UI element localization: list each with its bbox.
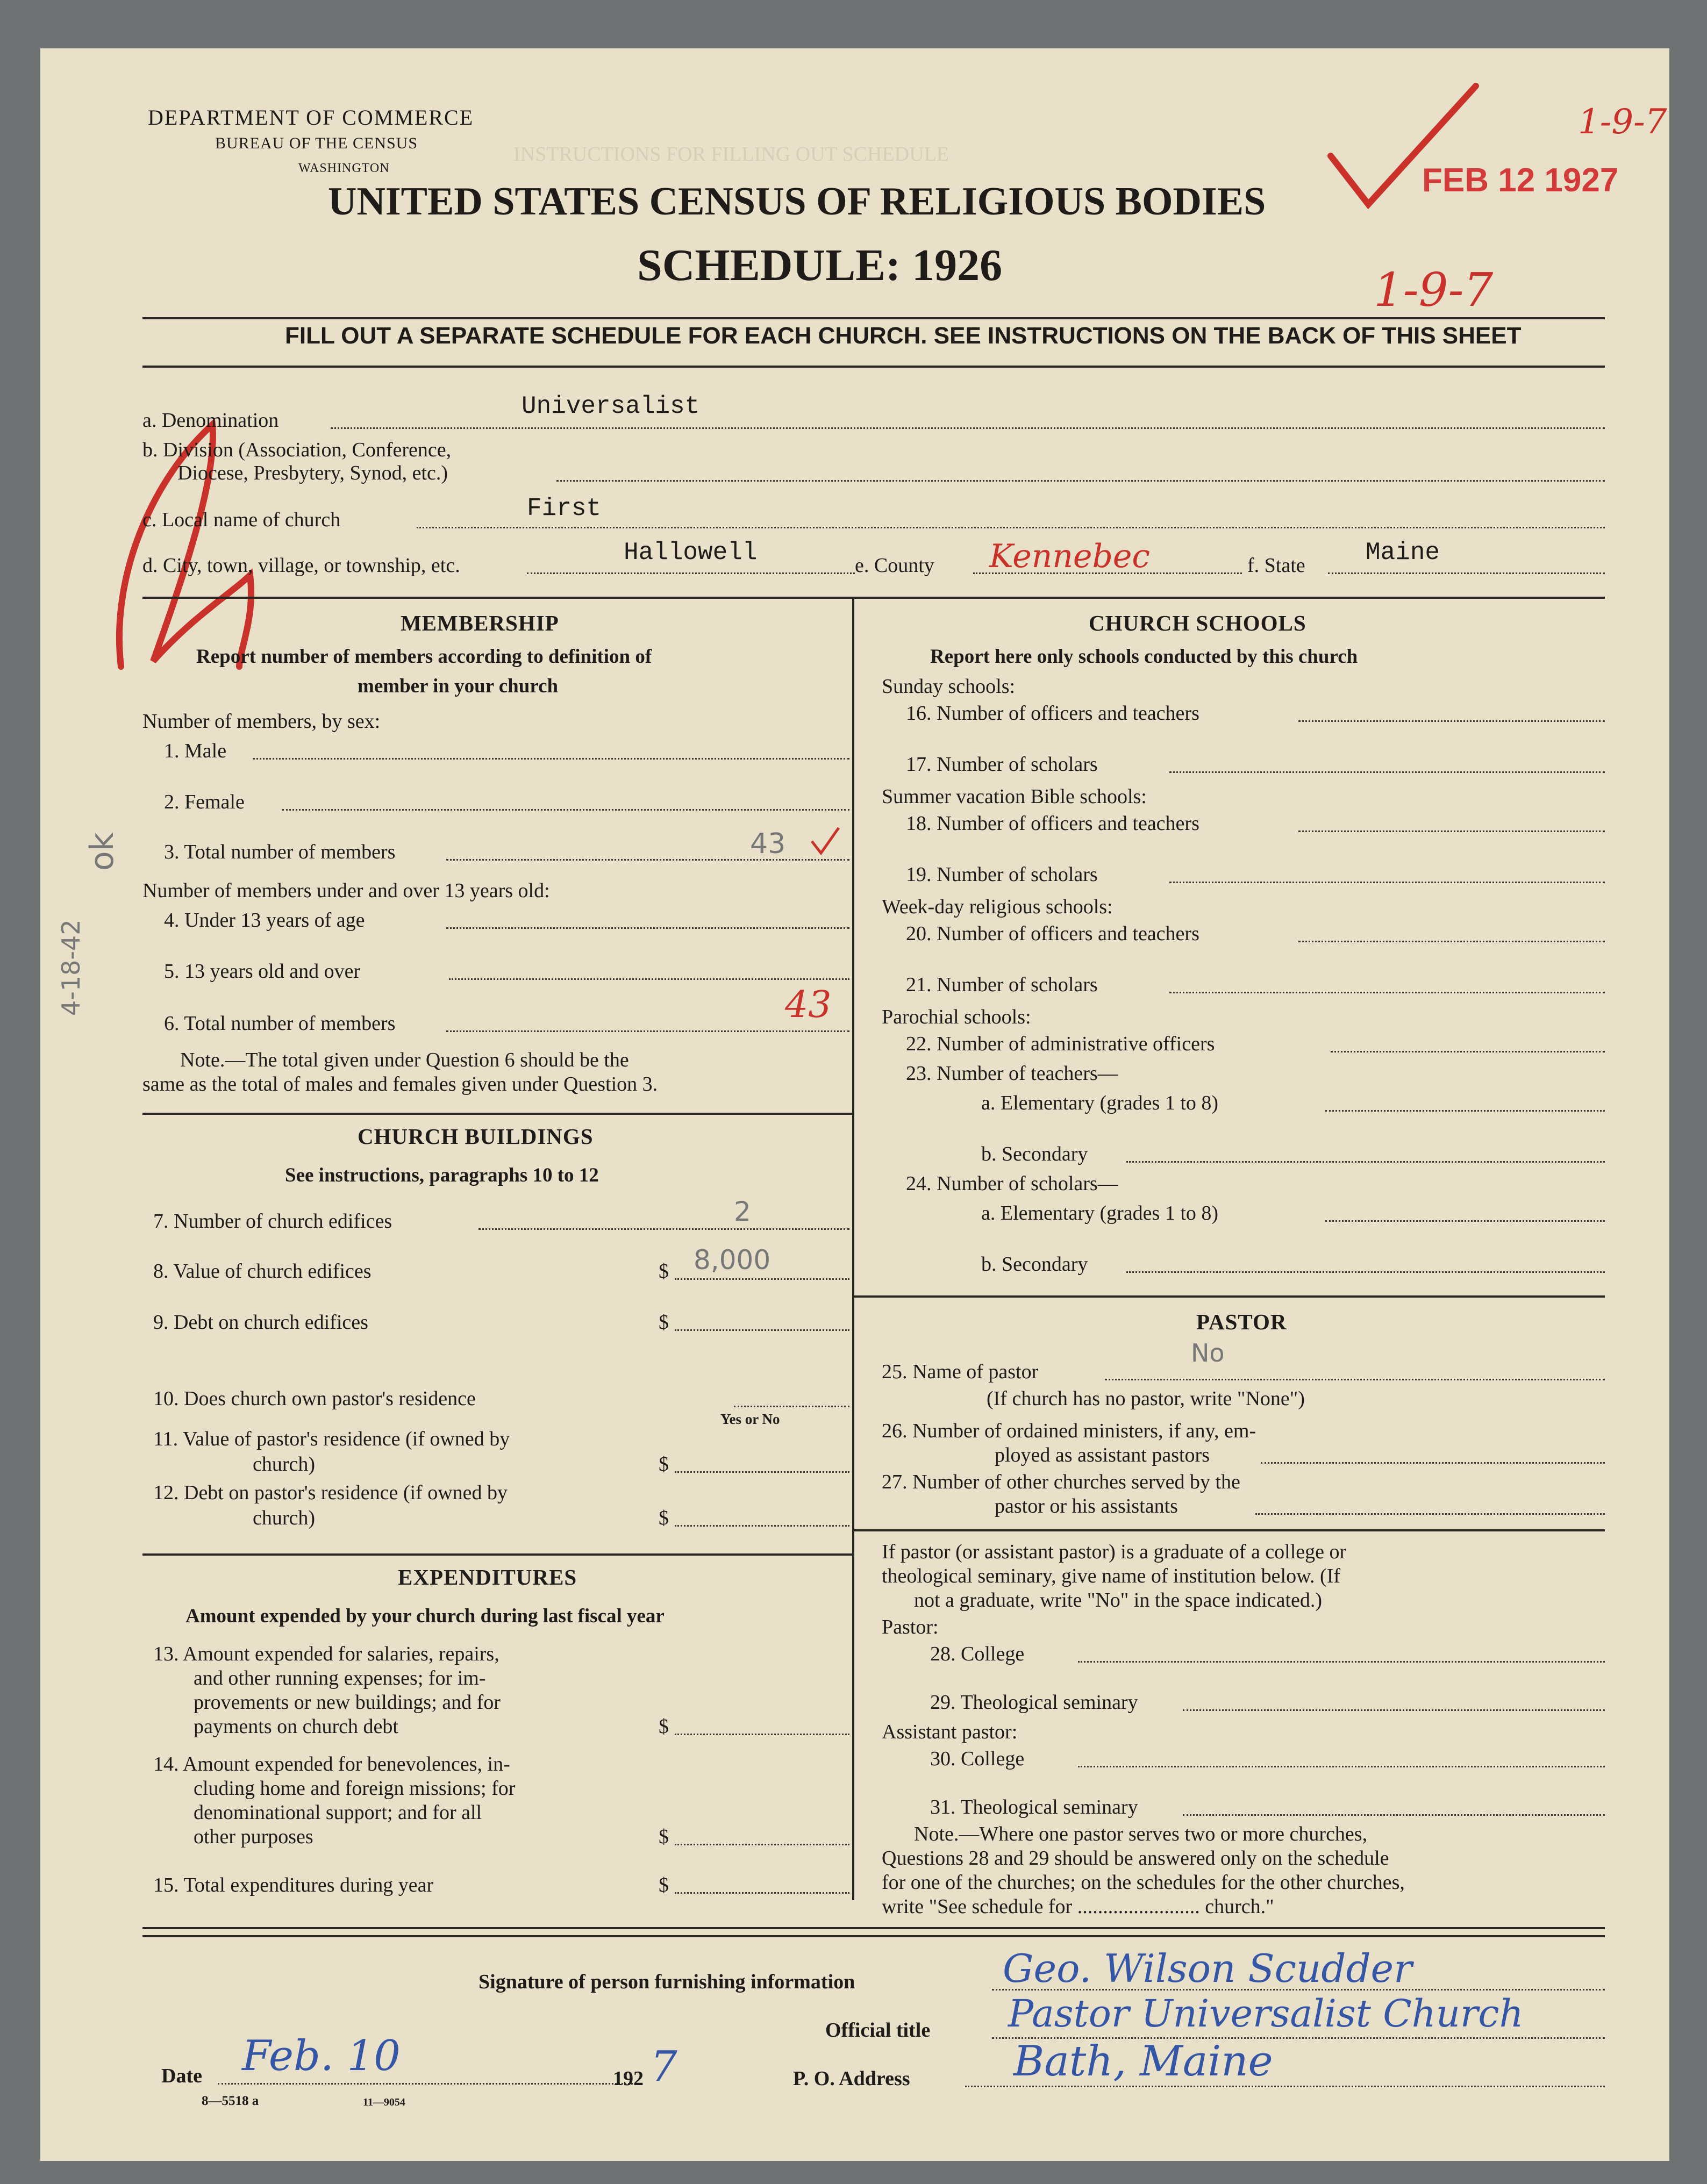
q24a-field[interactable] [1325, 1220, 1605, 1222]
q12-debt-field[interactable] [675, 1525, 849, 1527]
q9-debt-label: 9. Debt on church edifices [153, 1311, 368, 1334]
pastor-subsection-label: Pastor: [882, 1616, 939, 1638]
q17-field[interactable] [1169, 771, 1605, 773]
q13-line4: payments on church debt [194, 1715, 398, 1738]
red-check-mark-icon [1320, 81, 1487, 215]
membership-note-line2: same as the total of males and females given under Question 3. [142, 1073, 658, 1095]
church-schools-heading: CHURCH SCHOOLS [1089, 611, 1306, 635]
buildings-heading: CHURCH BUILDINGS [358, 1124, 594, 1149]
q13-line3: provements or new buildings; and for [194, 1691, 501, 1714]
q11-value-residence-line2: church) [253, 1453, 316, 1476]
division-field[interactable] [556, 480, 1605, 482]
membership-heading: MEMBERSHIP [401, 611, 559, 635]
graduate-instr-line2: theological seminary, give name of institution below. (If [882, 1565, 1341, 1587]
form-subtitle: SCHEDULE: 1926 [637, 240, 1003, 290]
assistant-pastor-label: Assistant pastor: [882, 1721, 1018, 1743]
q20-label: 20. Number of officers and teachers [906, 922, 1199, 945]
q30-college-field[interactable] [1078, 1766, 1605, 1767]
q27-field[interactable] [1255, 1513, 1605, 1515]
q29-seminary-field[interactable] [1183, 1709, 1605, 1711]
q22-label: 22. Number of administrative officers [906, 1033, 1215, 1055]
members-by-age-label: Number of members under and over 13 years old: [142, 879, 550, 902]
q17-label: 17. Number of scholars [906, 753, 1098, 776]
q16-label: 16. Number of officers and teachers [906, 702, 1199, 725]
q12-dollar-sign: $ [659, 1507, 669, 1529]
bureau-city: WASHINGTON [298, 161, 390, 175]
q12-debt-residence-line1: 12. Debt on pastor's residence (if owned by [153, 1481, 508, 1504]
q25-pastor-field[interactable] [1105, 1379, 1605, 1380]
q11-value-residence-line1: 11. Value of pastor's residence (if owned by [153, 1428, 510, 1450]
q6-total-label: 6. Total number of members [164, 1012, 396, 1035]
q28-label: 28. College [930, 1643, 1025, 1665]
q10-residence-label: 10. Does church own pastor's residence [153, 1387, 476, 1410]
q14-amount-field[interactable] [675, 1844, 849, 1845]
year-suffix: 7 [651, 2043, 677, 2091]
po-address-value: Bath, Maine [1013, 2037, 1273, 2086]
church-schools-subheading: Report here only schools conducted by this church [930, 646, 1358, 668]
expenditures-heading: EXPENDITURES [398, 1565, 577, 1589]
city-field[interactable] [527, 572, 855, 574]
q8-value-field[interactable] [675, 1278, 849, 1280]
bureau-name: BUREAU OF THE CENSUS [215, 134, 418, 152]
q7-edifices-label: 7. Number of church edifices [153, 1210, 392, 1233]
q15-total-label: 15. Total expenditures during year [153, 1874, 434, 1896]
po-address-label: P. O. Address [793, 2067, 910, 2090]
q24a-label: a. Elementary (grades 1 to 8) [981, 1202, 1219, 1225]
q14-line3: denominational support; and for all [194, 1801, 482, 1824]
q25-note: (If church has no pastor, write "None") [987, 1387, 1305, 1410]
q14-line4: other purposes [194, 1825, 313, 1848]
bleed-through-text: INSTRUCTIONS FOR FILLING OUT SCHEDULE [513, 143, 949, 166]
city-value: Hallowell [624, 539, 758, 567]
q21-label: 21. Number of scholars [906, 973, 1098, 996]
q12-debt-residence-line2: church) [253, 1507, 316, 1529]
q7-edifices-value: 2 [734, 1196, 751, 1227]
instructions-banner: FILL OUT A SEPARATE SCHEDULE FOR EACH CHURCH. SEE INSTRUCTIONS ON THE BACK OF THIS SHEET [285, 323, 1522, 349]
sunday-schools-label: Sunday schools: [882, 675, 1016, 698]
q3-total-label: 3. Total number of members [164, 841, 396, 863]
q25-label: 25. Name of pastor [882, 1360, 1039, 1383]
q31-label: 31. Theological seminary [930, 1796, 1138, 1818]
q4-under13-field[interactable] [446, 927, 849, 929]
official-title-label: Official title [825, 2019, 931, 2042]
q1-male-field[interactable] [253, 758, 849, 760]
q23b-label: b. Secondary [981, 1143, 1088, 1165]
q5-13-and-over-label: 5. 13 years old and over [164, 960, 361, 983]
q11-dollar-sign: $ [659, 1453, 669, 1476]
q9-dollar-sign: $ [659, 1311, 669, 1334]
q24-label: 24. Number of scholars— [906, 1172, 1118, 1195]
q4-under13-label: 4. Under 13 years of age [164, 909, 365, 932]
q18-field[interactable] [1298, 830, 1605, 832]
pastor-heading: PASTOR [1196, 1309, 1287, 1334]
yes-or-no-hint: Yes or No [720, 1411, 780, 1427]
form-number: 8—5518 a [202, 2094, 259, 2108]
q16-field[interactable] [1298, 720, 1605, 722]
q18-label: 18. Number of officers and teachers [906, 812, 1199, 835]
local-name-field[interactable] [417, 527, 1605, 528]
state-label: f. State [1247, 554, 1305, 577]
q23a-label: a. Elementary (grades 1 to 8) [981, 1092, 1219, 1114]
top-pencil-date: 1-9-7 [1578, 102, 1667, 142]
q7-edifices-field[interactable] [478, 1228, 849, 1230]
membership-intro-line2: member in your church [358, 675, 559, 697]
q2-female-label: 2. Female [164, 791, 245, 813]
q13-line1: 13. Amount expended for salaries, repairs, [153, 1643, 499, 1665]
q20-field[interactable] [1298, 941, 1605, 942]
q9-debt-field[interactable] [675, 1329, 849, 1331]
date-field[interactable] [218, 2083, 642, 2085]
denomination-field[interactable] [331, 427, 1605, 429]
graduate-instr-line3: not a graduate, write "No" in the space indicated.) [914, 1589, 1323, 1612]
q6-total-value: 43 [785, 984, 832, 1026]
q19-label: 19. Number of scholars [906, 863, 1098, 886]
date-label: Date [161, 2065, 202, 2087]
q14-dollar-sign: $ [659, 1825, 669, 1848]
q3-total-value: 43 [750, 828, 786, 860]
q13-dollar-sign: $ [659, 1715, 669, 1738]
q23b-field[interactable] [1126, 1161, 1605, 1163]
membership-intro-line1: Report number of members according to definition of [196, 646, 652, 668]
expenditures-subheading: Amount expended by your church during last fiscal year [185, 1605, 665, 1627]
q21-field[interactable] [1169, 992, 1605, 993]
q26-line2: ployed as assistant pastors [995, 1444, 1210, 1466]
weekday-schools-label: Week-day religious schools: [882, 896, 1113, 918]
q6-total-field[interactable] [446, 1030, 849, 1032]
county-value: Kennebec [989, 538, 1151, 575]
county-label: e. County [855, 554, 934, 577]
local-name-label: c. Local name of church [142, 509, 341, 531]
pastor-note-line4: write "See schedule for ........................ church." [882, 1895, 1274, 1918]
q27-line1: 27. Number of other churches served by the [882, 1471, 1240, 1493]
denomination-label: a. Denomination [142, 409, 279, 432]
pastor-note-line2: Questions 28 and 29 should be answered only on the schedule [882, 1847, 1389, 1870]
q8-dollar-sign: $ [659, 1260, 669, 1283]
division-label-line2: Diocese, Presbytery, Synod, etc.) [177, 462, 448, 484]
q24b-label: b. Secondary [981, 1253, 1088, 1276]
pastor-note-line3: for one of the churches; on the schedules for the other churches, [882, 1871, 1405, 1894]
q5-13-and-over-field[interactable] [449, 978, 849, 980]
buildings-subheading: See instructions, paragraphs 10 to 12 [285, 1164, 599, 1186]
q14-line1: 14. Amount expended for benevolences, in- [153, 1753, 510, 1775]
date-value: Feb. 10 [242, 2032, 401, 2080]
q25-pastor-value: No [1191, 1338, 1225, 1367]
signature-label: Signature of person furnishing information [478, 1971, 855, 1993]
print-number: 11—9054 [363, 2096, 405, 2108]
q26-field[interactable] [1261, 1462, 1605, 1464]
membership-note-line1: Note.—The total given under Question 6 should be the [180, 1049, 629, 1071]
denomination-value: Universalist [522, 392, 700, 420]
q31-seminary-field[interactable] [1183, 1814, 1605, 1816]
pastor-note-line1: Note.—Where one pastor serves two or more churches, [914, 1823, 1368, 1845]
division-label-line1: b. Division (Association, Conference, [142, 439, 452, 461]
q26-line1: 26. Number of ordained ministers, if any, em- [882, 1420, 1256, 1442]
margin-pencil-date: 4-18-42 [56, 919, 85, 1016]
official-title-value: Pastor Universalist Church [1008, 1992, 1524, 2036]
q2-female-field[interactable] [282, 809, 849, 811]
q10-residence-field[interactable] [734, 1406, 849, 1407]
q15-dollar-sign: $ [659, 1874, 669, 1896]
city-label: d. City, town, village, or township, etc. [142, 554, 460, 577]
q23-label: 23. Number of teachers— [906, 1062, 1118, 1085]
q11-value-field[interactable] [675, 1471, 849, 1473]
members-by-sex-label: Number of members, by sex: [142, 710, 381, 733]
received-date-stamp: FEB 12 1927 [1422, 162, 1619, 199]
state-value: Maine [1366, 539, 1440, 567]
summer-schools-label: Summer vacation Bible schools: [882, 785, 1147, 808]
local-name-value: First [527, 495, 602, 522]
q24b-field[interactable] [1126, 1271, 1605, 1273]
q3-check-icon [809, 825, 841, 857]
q27-line2: pastor or his assistants [995, 1495, 1178, 1517]
q23a-field[interactable] [1325, 1110, 1605, 1112]
po-address-field[interactable] [965, 2086, 1605, 2087]
parochial-schools-label: Parochial schools: [882, 1006, 1031, 1028]
signature-value: Geo. Wilson Scudder [1003, 1946, 1412, 1991]
year-prefix: 192 [613, 2067, 644, 2090]
q15-amount-field[interactable] [675, 1892, 849, 1894]
q30-label: 30. College [930, 1748, 1025, 1770]
q8-value-label: 8. Value of church edifices [153, 1260, 372, 1283]
q28-college-field[interactable] [1078, 1661, 1605, 1663]
department-name: DEPARTMENT OF COMMERCE [148, 105, 474, 130]
q29-label: 29. Theological seminary [930, 1691, 1138, 1714]
q13-amount-field[interactable] [675, 1734, 849, 1735]
graduate-instr-line1: If pastor (or assistant pastor) is a graduate of a college or [882, 1541, 1347, 1563]
q13-line2: and other running expenses; for im- [194, 1667, 486, 1689]
census-schedule-sheet [40, 48, 1669, 2161]
q1-male-label: 1. Male [164, 740, 227, 762]
q22-field[interactable] [1331, 1051, 1605, 1052]
state-field[interactable] [1328, 572, 1605, 574]
q19-field[interactable] [1169, 882, 1605, 883]
margin-ok-mark: ok [83, 832, 121, 871]
red-handwritten-date: 1-9-7 [1374, 263, 1494, 317]
q14-line2: cluding home and foreign missions; for [194, 1777, 516, 1800]
q8-value-amount: 8,000 [694, 1244, 771, 1276]
form-title: UNITED STATES CENSUS OF RELIGIOUS BODIES [328, 180, 1266, 224]
q3-total-field[interactable] [446, 859, 849, 861]
